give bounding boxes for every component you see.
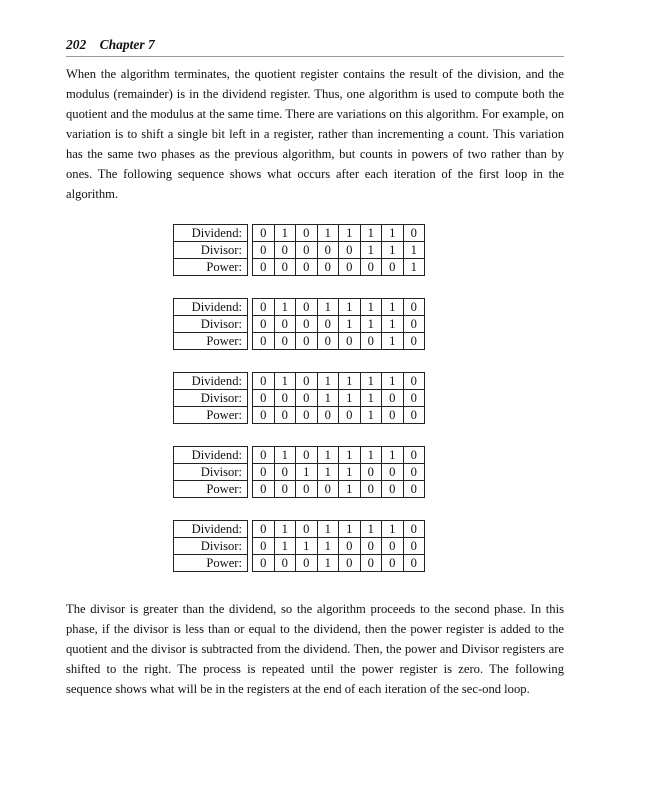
divisor-bit-2: 1: [296, 538, 318, 555]
divisor-bit-3: 1: [317, 464, 339, 481]
power-bit-7: 1: [403, 259, 425, 276]
dividend-row: [174, 225, 425, 242]
divisor-bit-7: 0: [403, 538, 425, 555]
power-label: Power:: [174, 259, 248, 276]
power-bit-4: 1: [339, 481, 361, 498]
power-bit-1: 0: [274, 555, 296, 572]
divisor-bit-5: 1: [360, 242, 382, 259]
power-bit-0: 0: [253, 333, 275, 350]
power-bit-7: 0: [403, 407, 425, 424]
divisor-bit-4: 1: [339, 464, 361, 481]
divisor-label: Divisor:: [174, 242, 248, 259]
power-bit-6: 0: [382, 481, 404, 498]
dividend-bit-1: 1: [274, 521, 296, 538]
dividend-bit-4: 1: [339, 373, 361, 390]
power-bit-2: 0: [296, 555, 318, 572]
power-bit-3: 0: [317, 481, 339, 498]
power-bit-7: 0: [403, 333, 425, 350]
power-bit-5: 0: [360, 333, 382, 350]
power-bit-3: 1: [317, 555, 339, 572]
divisor-bit-4: 0: [339, 538, 361, 555]
dividend-bit-4: 1: [339, 299, 361, 316]
power-bit-1: 0: [274, 481, 296, 498]
dividend-bit-1: 1: [274, 373, 296, 390]
power-row: [174, 555, 425, 572]
dividend-bit-0: 0: [253, 447, 275, 464]
page-number: 202: [66, 37, 87, 52]
power-label: Power:: [174, 407, 248, 424]
divisor-bit-2: 0: [296, 316, 318, 333]
power-bit-3: 0: [317, 259, 339, 276]
dividend-bit-2: 0: [296, 299, 318, 316]
divisor-bit-0: 0: [253, 538, 275, 555]
divisor-bit-0: 0: [253, 390, 275, 407]
power-bit-4: 0: [339, 555, 361, 572]
dividend-row: [174, 447, 425, 464]
divisor-label: Divisor:: [174, 464, 248, 481]
divisor-bit-1: 0: [274, 464, 296, 481]
divisor-bit-1: 1: [274, 538, 296, 555]
dividend-bit-0: 0: [253, 225, 275, 242]
divisor-bit-5: 1: [360, 316, 382, 333]
divisor-bit-3: 1: [317, 390, 339, 407]
divisor-bit-7: 1: [403, 242, 425, 259]
dividend-bit-6: 1: [382, 373, 404, 390]
power-bit-3: 0: [317, 333, 339, 350]
divisor-bit-2: 0: [296, 242, 318, 259]
divisor-bit-6: 1: [382, 242, 404, 259]
divisor-bit-5: 0: [360, 538, 382, 555]
dividend-bit-7: 0: [403, 373, 425, 390]
dividend-bit-3: 1: [317, 373, 339, 390]
power-label: Power:: [174, 481, 248, 498]
power-bit-3: 0: [317, 407, 339, 424]
power-row: [174, 481, 425, 498]
power-bit-2: 0: [296, 481, 318, 498]
dividend-bit-0: 0: [253, 521, 275, 538]
dividend-bit-5: 1: [360, 299, 382, 316]
divisor-bit-7: 0: [403, 316, 425, 333]
power-bit-7: 0: [403, 555, 425, 572]
power-label: Power:: [174, 333, 248, 350]
divisor-row: [174, 242, 425, 259]
dividend-bit-2: 0: [296, 521, 318, 538]
dividend-label: Dividend:: [174, 521, 248, 538]
power-bit-0: 0: [253, 259, 275, 276]
dividend-label: Dividend:: [174, 299, 248, 316]
divisor-bit-3: 1: [317, 538, 339, 555]
dividend-bit-3: 1: [317, 225, 339, 242]
dividend-bit-6: 1: [382, 447, 404, 464]
divisor-bit-2: 1: [296, 464, 318, 481]
power-bit-0: 0: [253, 555, 275, 572]
power-bit-5: 0: [360, 259, 382, 276]
dividend-bit-5: 1: [360, 521, 382, 538]
dividend-bit-6: 1: [382, 521, 404, 538]
divisor-bit-4: 1: [339, 390, 361, 407]
dividend-bit-7: 0: [403, 447, 425, 464]
divisor-bit-6: 0: [382, 464, 404, 481]
dividend-bit-4: 1: [339, 447, 361, 464]
power-bit-4: 0: [339, 259, 361, 276]
power-row: [174, 407, 425, 424]
divisor-row: [174, 464, 425, 481]
dividend-bit-3: 1: [317, 521, 339, 538]
divisor-label: Divisor:: [174, 316, 248, 333]
dividend-bit-5: 1: [360, 447, 382, 464]
power-bit-5: 0: [360, 481, 382, 498]
power-bit-7: 0: [403, 481, 425, 498]
dividend-row: [174, 373, 425, 390]
dividend-bit-4: 1: [339, 521, 361, 538]
dividend-bit-1: 1: [274, 225, 296, 242]
dividend-bit-6: 1: [382, 225, 404, 242]
divisor-row: [174, 316, 425, 333]
dividend-row: [174, 521, 425, 538]
divisor-bit-3: 0: [317, 242, 339, 259]
divisor-bit-3: 0: [317, 316, 339, 333]
dividend-row: [174, 299, 425, 316]
register-table-2: [173, 298, 425, 350]
paragraph-intro: When the algorithm terminates, the quotient register contains the result of the division, and the modulus (remainder) is in the dividend register. Thus, one algorithm is used to compute both the quotient and the modulus at the same time. There are variations on this algorithm. For example, on variation is to shift a single bit left in a register, rather than incrementing a count. This variation has the same two phases as the previous algorithm, but counts in powers of two rather than by ones. The following sequence shows what occurs after each iteration of the first loop in the algorithm.: [66, 67, 564, 201]
power-bit-5: 0: [360, 555, 382, 572]
divisor-bit-0: 0: [253, 316, 275, 333]
dividend-bit-1: 1: [274, 299, 296, 316]
register-table-5: [173, 520, 425, 572]
power-label: Power:: [174, 555, 248, 572]
power-bit-4: 0: [339, 333, 361, 350]
power-bit-6: 0: [382, 259, 404, 276]
dividend-label: Dividend:: [174, 447, 248, 464]
divisor-row: [174, 538, 425, 555]
divisor-label: Divisor:: [174, 390, 248, 407]
paragraph-second-phase: The divisor is greater than the dividend, so the algorithm proceeds to the second phase. In this phase, if the divisor is less than or equal to the dividend, then the power register is added to the quotient and the divisor is subtracted from the dividend. Then, the power and Divisor registers are shifted to the right. The process is repeated until the power register is zero. The following sequence shows what will be in the registers at the end of each iteration of the sec-ond loop.: [66, 602, 564, 696]
divisor-bit-6: 0: [382, 390, 404, 407]
dividend-bit-4: 1: [339, 225, 361, 242]
dividend-bit-5: 1: [360, 373, 382, 390]
register-table-1: [173, 224, 425, 276]
dividend-bit-6: 1: [382, 299, 404, 316]
dividend-bit-7: 0: [403, 225, 425, 242]
divisor-bit-4: 1: [339, 316, 361, 333]
divisor-row: [174, 390, 425, 407]
dividend-bit-7: 0: [403, 521, 425, 538]
dividend-bit-3: 1: [317, 447, 339, 464]
divisor-bit-1: 0: [274, 242, 296, 259]
power-bit-6: 1: [382, 333, 404, 350]
register-table-3: [173, 372, 425, 424]
power-bit-5: 1: [360, 407, 382, 424]
dividend-bit-2: 0: [296, 373, 318, 390]
power-bit-2: 0: [296, 407, 318, 424]
divisor-bit-1: 0: [274, 390, 296, 407]
power-row: [174, 333, 425, 350]
divisor-bit-0: 0: [253, 464, 275, 481]
dividend-bit-2: 0: [296, 447, 318, 464]
power-row: [174, 259, 425, 276]
divisor-bit-6: 0: [382, 538, 404, 555]
dividend-bit-1: 1: [274, 447, 296, 464]
dividend-bit-7: 0: [403, 299, 425, 316]
power-bit-6: 0: [382, 407, 404, 424]
dividend-bit-0: 0: [253, 373, 275, 390]
power-bit-1: 0: [274, 333, 296, 350]
dividend-bit-0: 0: [253, 299, 275, 316]
power-bit-1: 0: [274, 407, 296, 424]
chapter-title: Chapter 7: [99, 37, 155, 52]
divisor-bit-6: 1: [382, 316, 404, 333]
divisor-bit-5: 1: [360, 390, 382, 407]
power-bit-4: 0: [339, 407, 361, 424]
page-header: [66, 37, 564, 57]
power-bit-0: 0: [253, 481, 275, 498]
register-table-4: [173, 446, 425, 498]
divisor-label: Divisor:: [174, 538, 248, 555]
divisor-bit-2: 0: [296, 390, 318, 407]
dividend-bit-5: 1: [360, 225, 382, 242]
divisor-bit-4: 0: [339, 242, 361, 259]
divisor-bit-5: 0: [360, 464, 382, 481]
dividend-label: Dividend:: [174, 225, 248, 242]
power-bit-1: 0: [274, 259, 296, 276]
divisor-bit-7: 0: [403, 464, 425, 481]
dividend-label: Dividend:: [174, 373, 248, 390]
divisor-bit-7: 0: [403, 390, 425, 407]
power-bit-2: 0: [296, 333, 318, 350]
power-bit-2: 0: [296, 259, 318, 276]
power-bit-0: 0: [253, 407, 275, 424]
dividend-bit-3: 1: [317, 299, 339, 316]
divisor-bit-1: 0: [274, 316, 296, 333]
power-bit-6: 0: [382, 555, 404, 572]
divisor-bit-0: 0: [253, 242, 275, 259]
dividend-bit-2: 0: [296, 225, 318, 242]
